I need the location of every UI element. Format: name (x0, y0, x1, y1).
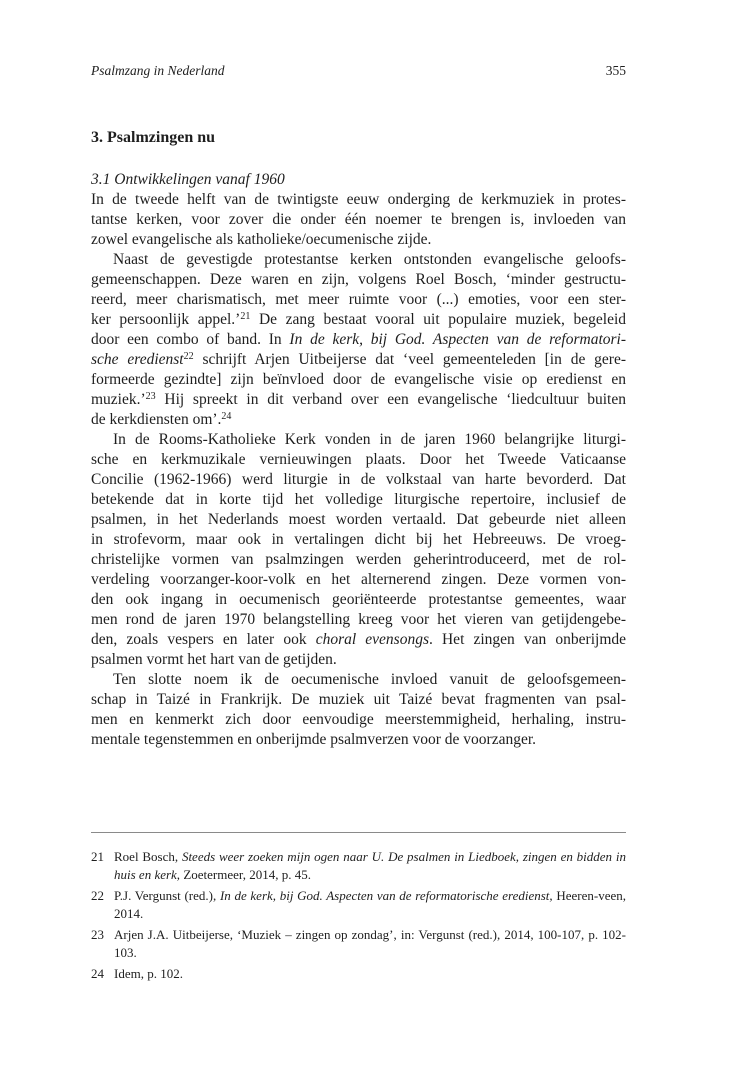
footnote-ref-24[interactable]: 24 (221, 411, 232, 422)
text-line: psalmen, in het Nederlands moest worden vertaald. Dat gebeurde niet alleen (91, 511, 626, 528)
footnote-ref-23[interactable]: 23 (145, 391, 156, 402)
text-line: Concilie (1962-1966) werd liturgie in de volkstaal van harte bevorderd. Dat (91, 471, 626, 488)
text-line: zowel evangelische als katholieke/oecumenische zijde. (91, 231, 432, 248)
text-run: Heeren-veen, 2014. (114, 888, 627, 921)
text-line (91, 330, 626, 350)
text-run: Roel Bosch, (114, 849, 182, 864)
text-line: christelijke vormen van psalmzingen werden geherintroduceerd, met de rol- (91, 551, 626, 568)
footnote-divider (91, 832, 626, 833)
book-title: In de kerk, bij God. Aspecten van de reformatorische eredienst, (219, 888, 553, 903)
footnote-text: Arjen J.A. Uitbeijerse, ‘Muziek – zingen op zondag’, in: Vergunst (red.), 2014, 100-107, p. 102-103. (114, 927, 626, 960)
paragraph-1 (91, 190, 626, 250)
text-line: men rond de jaren 1970 belangstelling kreeg voor het vieren van getijdengebe- (91, 611, 626, 628)
text-run: Zoetermeer, 2014, p. 45. (180, 867, 311, 882)
text-run: den, zoals vespers en later ook (91, 631, 316, 648)
book-title: sche eredienst (91, 351, 184, 368)
text-run: muziek.’ (91, 391, 146, 408)
book-title: Steeds weer zoeken mijn ogen naar U. De psalmen in Liedboek, zingen en bidden in huis en kerk, (114, 849, 626, 882)
footnote-ref-22[interactable]: 22 (183, 351, 194, 362)
footnote-23 (91, 926, 626, 962)
text-line: mentale tegenstemmen en onberijmde psalmverzen voor de voorzanger. (91, 731, 537, 748)
footnote-21 (91, 848, 626, 884)
text-line: men en kenmerkt zich door eenvoudige meerstemmigheid, herhaling, instru- (91, 711, 626, 728)
paragraph-2 (91, 250, 626, 430)
text-run: door een combo of band. In (91, 331, 290, 348)
text-line: reerd, meer charismatisch, met meer ruimte voor (...) emoties, voor een ster- (91, 291, 626, 308)
text-line: Naast de gevestigde protestantse kerken ontstonden evangelische geloofs- (113, 251, 626, 268)
subsection-heading: 3.1 Ontwikkelingen vanaf 1960 (91, 171, 285, 188)
text-run: P.J. Vergunst (red.), (114, 888, 220, 903)
text-line: schap in Taizé in Frankrijk. De muziek uit Taizé bevat fragmenten van psal- (91, 691, 626, 708)
footnote-22 (91, 887, 626, 923)
text-line (91, 410, 626, 430)
text-run: ker persoonlijk appel.’ (91, 311, 241, 328)
running-head: Psalmzang in Nederland (91, 63, 225, 78)
paragraph-3 (91, 430, 626, 670)
footnote-ref-21[interactable]: 21 (240, 311, 251, 322)
text-line: formeerde gezindte] zijn beïnvloed door de evangelische visie op eredienst en (91, 371, 626, 388)
text-line: den ook ingang in oecumenisch georiënteerde protestantse gemeentes, waar (91, 591, 626, 608)
text-run: schrijft Arjen Uitbeijerse dat ‘veel gemeenteleden [in de gere- (193, 351, 626, 368)
text-line: tantse kerken, voor zover die onder één noemer te brengen is, invloeden van (91, 211, 626, 228)
italic-term: choral evensongs (315, 631, 429, 648)
text-line (91, 630, 626, 650)
text-line: In de tweede helft van de twintigste eeuw onderging de kerkmuziek in protes- (91, 191, 626, 208)
text-line: In de Rooms-Katholieke Kerk vonden in de jaren 1960 belangrijke liturgi- (113, 431, 626, 448)
footnote-text: Idem, p. 102. (114, 966, 183, 981)
book-title: In de kerk, bij God. Aspecten van de reformatori- (289, 331, 627, 348)
footnote-number: 24 (91, 966, 104, 981)
text-line: verdeling voorzanger-koor-volk en het alternerend zingen. Deze vormen von- (91, 571, 626, 588)
footnote-number: 23 (91, 927, 104, 942)
text-run: de kerkdiensten om’. (91, 411, 222, 428)
section-heading: 3. Psalmzingen nu (91, 129, 216, 146)
text-run: Hij spreekt in dit verband over een evangelische ‘liedcultuur buiten (155, 391, 626, 408)
text-line (91, 390, 626, 410)
footnote-text (114, 848, 626, 884)
page-number: 355 (605, 63, 626, 78)
text-run: . Het zingen van onberijmde (429, 631, 627, 648)
text-line: sche en kerkmuzikale vernieuwingen plaats. Door het Tweede Vaticaanse (91, 451, 626, 468)
footnote-text (114, 887, 626, 923)
footnotes (91, 848, 626, 986)
text-line: Ten slotte noem ik de oecumenische invloed vanuit de geloofsgemeen- (113, 671, 626, 688)
text-line: betekende dat in korte tijd het volledige liturgische repertoire, inclusief de (91, 491, 626, 508)
text-line: in strofevorm, maar ook in vertalingen dicht bij het Hebreeuws. De vroeg- (91, 531, 626, 548)
text-line: psalmen vormt het hart van de getijden. (91, 651, 337, 668)
text-run: De zang bestaat vooral uit populaire muziek, begeleid (250, 311, 627, 328)
text-line: gemeenschappen. Deze waren en zijn, volgens Roel Bosch, ‘minder gestructu- (91, 271, 626, 288)
footnote-24 (91, 965, 626, 983)
body-text (91, 170, 626, 750)
footnote-number: 22 (91, 888, 104, 903)
text-line (91, 350, 626, 370)
footnote-number: 21 (91, 849, 104, 864)
text-line (91, 310, 626, 330)
paragraph-4 (91, 670, 626, 750)
